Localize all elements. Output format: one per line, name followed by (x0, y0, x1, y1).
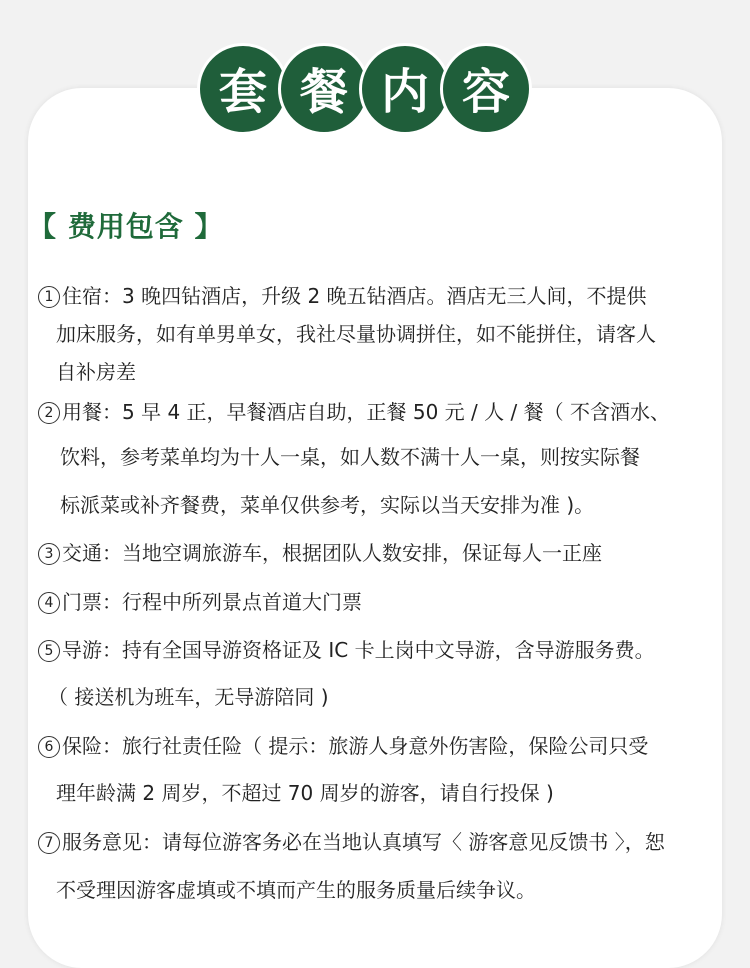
item-line: 导游：持有全国导游资格证及 IC 卡上岗中文导游，含导游服务费。 (62, 638, 655, 662)
item-line: 保险：旅行社责任险（ 提示：旅游人身意外伤害险，保险公司只受 (62, 734, 649, 758)
title-char-2: 餐 (278, 43, 370, 135)
list-item-insurance (38, 730, 648, 759)
item-line: 服务意见：请每位游客务必在当地认真填写〈 游客意见反馈书 〉，恕 (62, 830, 665, 854)
item-number: 6 (38, 736, 60, 758)
title-char-4: 容 (440, 43, 532, 135)
list-item-service-feedback (38, 826, 665, 855)
list-item-guide (38, 634, 655, 663)
list-item-accommodation (38, 280, 647, 309)
item-line: 不受理因游客虚填或不填而产生的服务质量后续争议。 (56, 878, 536, 902)
title-char-1: 套 (197, 43, 289, 135)
item-line: 加床服务，如有单男单女，我社尽量协调拼住，如不能拼住，请客人 (56, 322, 656, 346)
item-line: （ 接送机为班车，无导游陪同 ) (48, 685, 329, 709)
item-line: 标派菜或补齐餐费，菜单仅供参考，实际以当天安排为准 )。 (60, 493, 595, 517)
item-number: 1 (38, 286, 60, 308)
item-line: 饮料，参考菜单均为十人一桌，如人数不满十人一桌，则按实际餐 (60, 445, 640, 469)
item-line: 用餐：5 早 4 正，早餐酒店自助，正餐 50 元 / 人 / 餐（ 不含酒水、 (62, 400, 670, 424)
package-title (197, 43, 537, 137)
item-number: 2 (38, 402, 60, 424)
item-number: 7 (38, 832, 60, 854)
item-line: 自补房差 (56, 360, 136, 384)
title-char-3: 内 (359, 43, 451, 135)
item-number: 5 (38, 640, 60, 662)
section-heading-fees-included: 【 费用包含 】 (28, 210, 224, 243)
item-line: 理年龄满 2 周岁，不超过 70 周岁的游客，请自行投保 ) (56, 781, 554, 805)
list-item-transport (38, 537, 602, 566)
item-line: 交通：当地空调旅游车，根据团队人数安排，保证每人一正座 (62, 541, 602, 565)
list-item-tickets (38, 586, 362, 615)
item-line: 住宿：3 晚四钻酒店，升级 2 晚五钻酒店。酒店无三人间，不提供 (62, 284, 647, 308)
item-line: 门票：行程中所列景点首道大门票 (62, 590, 362, 614)
item-number: 3 (38, 543, 60, 565)
item-number: 4 (38, 592, 60, 614)
list-item-meals (38, 396, 670, 425)
